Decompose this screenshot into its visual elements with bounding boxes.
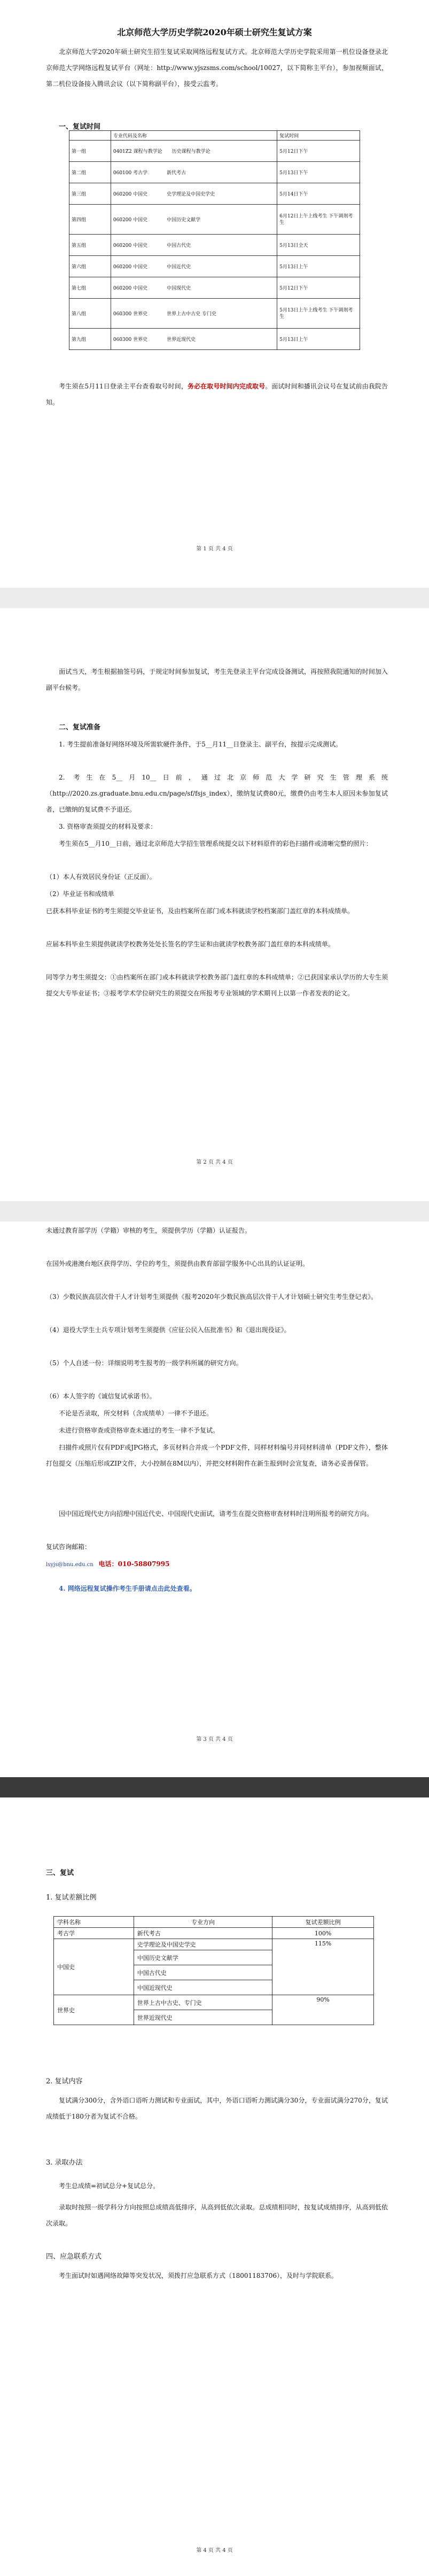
table-cell: 060100 考古学 新代考古: [111, 162, 277, 183]
table-cell: 世界上古中古史、专门史: [134, 1995, 272, 2010]
table-cell: 第三组: [69, 183, 111, 205]
email-link[interactable]: lsyjs@bnu.edu.cn: [46, 1562, 93, 1568]
paragraph: 应届本科毕业生须提供就读学校教务处处长签名的学生证和由就读学校教务部门盖红章的本科成绩单。: [46, 940, 335, 948]
table-cell: 90%: [272, 1995, 374, 2025]
table-cell: 5月13日全天: [277, 235, 360, 256]
paragraph: （6）本人签字的《诚信复试承诺书》。: [46, 1392, 156, 1400]
table-cell: 第七组: [69, 277, 111, 299]
section-4-heading: 四、应急联系方式: [46, 2253, 102, 2261]
paragraph: （5）个人自述一份：详细说明考生报考的一级学科所属的研究方向。: [46, 1359, 243, 1367]
table-cell: 第九组: [69, 329, 111, 350]
paragraph: 扫描件或照片仅有PDF或JPG格式，多页材料合并成一个PDF文件，同样材料编号并同材料清单（PDF文件），整体打包提交（压缩后形成ZIP文件，大小控制在8M以内），并把交材料附件在新生报到时会宣复查，请务必妥善保管。: [46, 1444, 388, 1467]
paragraph: 3. 资格审查须提交的材料及要求：: [59, 823, 157, 830]
table-row: [69, 299, 360, 329]
table-cell: 060200 中国史 中国历史文献学: [111, 205, 277, 235]
table-row: [69, 329, 360, 350]
contact-line: 复试咨询邮箱：: [46, 1543, 91, 1551]
contact-line: [46, 1556, 388, 1573]
table-cell: 100%: [272, 1928, 374, 1939]
table-cell: 5月13日上午: [277, 329, 360, 350]
page-gap: [0, 1201, 429, 1221]
table-cell: 新代考古: [134, 1928, 272, 1939]
table-cell: 第一组: [69, 141, 111, 162]
section-2-heading: 二、复试准备: [59, 723, 101, 731]
table-cell: 第五组: [69, 235, 111, 256]
ratio-table: [53, 1916, 374, 2025]
section-3-heading: 三、复试: [46, 1869, 74, 1877]
table-header-row: [69, 131, 360, 141]
paragraph: （2）毕业证书和成绩单: [46, 890, 114, 898]
table-cell: 5月13日上午上线考生 下午调剂考生: [277, 299, 360, 329]
subsection-heading: 3. 录取办法: [46, 2159, 83, 2167]
取号-note: 考生须在5月11日登录主平台查看取号时间，务必在取号时间内完成取号。面试时间和播讯会议号在复试前由我院告知。: [46, 383, 388, 406]
page-footer: 第 1 页 共 4 页: [196, 546, 233, 552]
table-cell: 060300 世界史 世界上古中古史 专门史: [111, 299, 277, 329]
page-1: [0, 0, 429, 588]
paragraph: （3）少数民族高层次骨干人才计划考生须提供《报考2020年少数民族高层次骨干人才计划硕士研究生考生登记表》。: [46, 1293, 378, 1301]
table-row: [69, 256, 360, 277]
paragraph: 复试满分300分，含外语口语听力测试和专业面试，其中，外语口语听力测试满分30分，专业面试满分270分，复试成绩低于180分者为复试不合格。: [46, 2097, 388, 2120]
table-cell: 060200 中国史 中国现代史: [111, 277, 277, 299]
table-cell: 第八组: [69, 299, 111, 329]
table-cell: 060200 中国史 中国古代史: [111, 235, 277, 256]
page-2: [0, 608, 429, 1201]
table-header-cell: 专业代码及名称: [111, 131, 277, 141]
paragraph: 在国外或港澳台地区获得学历、学位的考生，须提供由教育部留学服务中心出具的认证证明。: [46, 1260, 309, 1267]
table-cell: 5月13日上午: [277, 256, 360, 277]
section-1-heading: 一、复试时间: [59, 123, 101, 131]
table-row: [54, 1939, 374, 1950]
table-cell: 史学理论及中国史学史: [134, 1939, 272, 1950]
paragraph: 未通过教育部学历（学籍）审核的考生，须提供学历（学籍）认证报告。: [46, 1227, 252, 1234]
paragraph: 录取时按照一级学科分方向按照总成绩高低排序，从高到低依次录取。总成绩相同时，按复试成绩排序，从高到低依次录取。: [46, 2204, 388, 2227]
table-cell: 060200 中国史 中国近代史: [111, 256, 277, 277]
paragraph: 未进行资格审查或资格审查未通过的考生一律不予复试。: [59, 1427, 220, 1434]
table-row: [69, 183, 360, 205]
table-header-cell: 复试差额比例: [272, 1917, 374, 1928]
table-cell: 世界史: [54, 1995, 134, 2025]
取号-warning: 务必在取号时间内完成取号: [188, 383, 266, 390]
page-gap: [0, 1777, 429, 1797]
page-3: [0, 1221, 429, 1777]
table-row: [69, 235, 360, 256]
table-row: [69, 205, 360, 235]
table-cell: 5月13日下午: [277, 162, 360, 183]
table-header-row: [54, 1917, 374, 1928]
table-row: [54, 1928, 374, 1939]
table-header-cell: 学科名称: [54, 1917, 134, 1928]
paragraph: 2. 考生在5__月10__日前，通过北京师范大学研究生管理系统（http://2020.zs.graduate.bnu.edu.cn/page/sf/fsjs_index），缴纳复试费80元，缴费仍由考生本人原因未参加复试者，已缴纳的复试费不予退还。: [46, 774, 388, 813]
paragraph: 同等学力考生须提交：①由档案所在部门或本科就读学校教务部门盖红章的本科成绩单；②已获国家承认学历的大专生须提交大专毕业证书；③报考学术学位研究生的须提交在所报考专业领域的学术期刊上以第一作者发表的论文。: [46, 974, 388, 997]
paragraph: 面试当天，考生根据抽签号码，于规定时间参加复试，考生先登录主平台完成设备测试，再按照我院通知的时间加入副平台候考。: [46, 668, 388, 691]
table-row: [69, 162, 360, 183]
table-header-cell: 专业方向: [134, 1917, 272, 1928]
paragraph: 考生须在5__月10__日前，通过北京师范大学招生管理系统提交以下材料原件的彩色扫描件或清晰完整的照片：: [59, 840, 372, 847]
paragraph: 因中国近现代史方向招理中国近代史、中国现代史面试，请考生在提交资格审查材料时注明所报考的研究方向。: [59, 1510, 373, 1517]
table-row: [69, 277, 360, 299]
table-header-cell: [69, 131, 111, 141]
table-cell: 060300 世界史 世界近现代史: [111, 329, 277, 350]
table-cell: 世界近现代史: [134, 2010, 272, 2025]
page-footer: 第 4 页 共 4 页: [196, 2548, 233, 2554]
schedule-table: [69, 130, 360, 350]
table-cell: 0401Z2 课程与教学论 历史课程与教学论: [111, 141, 277, 162]
table-cell: 中国史: [54, 1939, 134, 1995]
table-cell: 5月12日下午: [277, 277, 360, 299]
paragraph: （1）本人有效居民身份证（正反面）。: [46, 873, 156, 881]
page-gap: [0, 588, 429, 608]
paragraph: 已获本科毕业证书的考生须提交毕业证书，及由档案所在部门或本科就读学校档案部门盖红章的本科成绩单。: [46, 907, 354, 915]
table-cell: 5月14日下午: [277, 183, 360, 205]
table-cell: 第六组: [69, 256, 111, 277]
subsection-heading: 1. 复试差额比例: [46, 1894, 97, 1902]
page-footer: 第 3 页 共 4 页: [196, 1737, 233, 1742]
table-cell: 6月12日上午上线考生 下午调剂考生: [277, 205, 360, 235]
table-cell: 考古学: [54, 1928, 134, 1939]
table-cell: 5月12日下午: [277, 141, 360, 162]
page-title: 北京师范大学历史学院2020年硕士研究生复试方案: [117, 27, 312, 37]
subsection-heading: 2. 复试内容: [46, 2077, 83, 2085]
table-cell: 中国历史文献学: [134, 1950, 272, 1965]
table-cell: 115%: [272, 1939, 374, 1995]
table-cell: 第二组: [69, 162, 111, 183]
paragraph: 考生总成绩=初试总分+复试总分。: [59, 2182, 160, 2190]
paragraph: （4）退役大学生士兵专项计划考生须提供《应征公民入伍批准书》和《退出现役证》。: [46, 1326, 291, 1334]
page-footer: 第 2 页 共 4 页: [196, 1159, 233, 1165]
table-row: [54, 1995, 374, 2010]
paragraph: 不论是否录取，所交材料（含成绩单）一律不予退还。: [59, 1410, 213, 1417]
table-cell: 060200 中国史 史学理论及中国史学史: [111, 183, 277, 205]
manual-link[interactable]: 4. 网络远程复试操作考生手册请点击此处查看。: [59, 1585, 196, 1592]
phone-number: 电话：010-58807995: [98, 1560, 170, 1568]
table-header-cell: 复试时间: [277, 131, 360, 141]
table-cell: 中国古代史: [134, 1965, 272, 1980]
paragraph: 1. 考生提前准备好网络环境及所需软硬件条件，于5__月11__日登录主、副平台，按提示完成测试。: [59, 741, 342, 748]
table-cell: 中国近现代史: [134, 1980, 272, 1995]
page-4: [0, 1797, 429, 2576]
table-row: [69, 141, 360, 162]
paragraph: 考生面试时如遇网络故障等突发状况，须拨打应急联系方式（18001183706），及时与学院联系。: [59, 2272, 338, 2279]
intro-paragraph: 北京师范大学2020年硕士研究生招生复试采取网络远程复试方式。北京师范大学历史学院采用第一机位设备登录北京师范大学网络远程复试平台（网址：http://www.yjszsms.com/school/10027，以下简称主平台），参加视频面试，第二机位设备接入腾讯会议（以下简称副平台），接受云监考。: [46, 48, 388, 88]
table-cell: 第四组: [69, 205, 111, 235]
